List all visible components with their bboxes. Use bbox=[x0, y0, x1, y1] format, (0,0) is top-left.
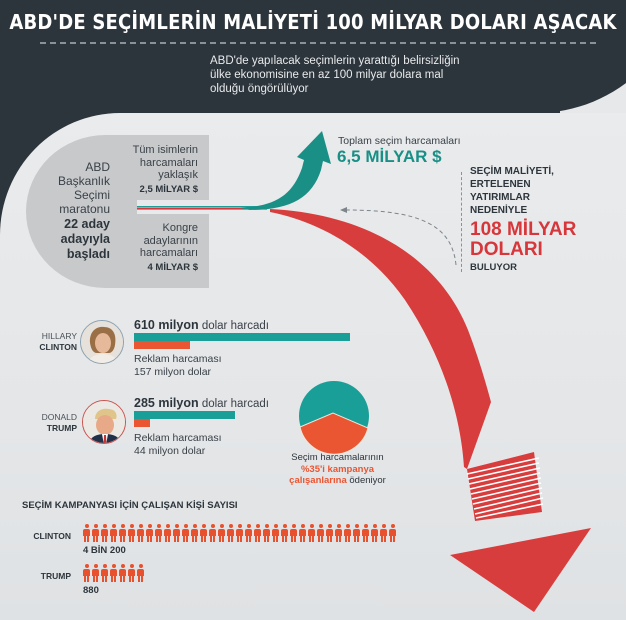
person-icon bbox=[109, 524, 118, 542]
person-icon bbox=[145, 524, 154, 542]
staff-count-trump: 880 bbox=[83, 585, 99, 596]
marathon-intro-line: ABD bbox=[85, 160, 110, 174]
marathon-candidates-line: adayıyla bbox=[60, 232, 110, 246]
marathon-intro-line: Seçimi bbox=[73, 188, 110, 202]
person-icon bbox=[199, 524, 208, 542]
subtitle-line: olduğu öngörülüyor bbox=[210, 83, 309, 95]
person-icon bbox=[118, 564, 127, 582]
person-icon bbox=[334, 524, 343, 542]
first-name: HILLARY bbox=[41, 331, 77, 341]
person-icon bbox=[289, 524, 298, 542]
trump-ad-bar bbox=[134, 419, 150, 427]
person-icon bbox=[127, 564, 136, 582]
portrait-icon bbox=[81, 321, 124, 364]
last-name: TRUMP bbox=[46, 423, 77, 433]
staff-icons-trump bbox=[82, 564, 145, 582]
caption-line: ERTELENEN bbox=[470, 179, 531, 190]
ad-value: 157 milyon dolar bbox=[134, 366, 212, 378]
person-icon bbox=[217, 524, 226, 542]
first-name: DONALD bbox=[41, 412, 77, 422]
economic-cost-block bbox=[470, 165, 620, 273]
subtitle-line: ülke ekonomisine en az 100 milyar dolara mal bbox=[210, 69, 444, 81]
marathon-intro-line: Başkanlık bbox=[57, 174, 110, 188]
marathon-intro-line: maratonu bbox=[59, 202, 110, 216]
subtitle-line: ABD'de yapılacak seçimlerin yarattığı belirsizliğin bbox=[210, 55, 460, 67]
last-name: CLINTON bbox=[39, 342, 77, 352]
person-icon bbox=[82, 524, 91, 542]
total-spending-label: Toplam seçim harcamaları bbox=[338, 135, 461, 147]
pie-caption bbox=[280, 452, 395, 487]
portrait-icon bbox=[83, 401, 126, 444]
person-icon bbox=[172, 524, 181, 542]
person-icon bbox=[379, 524, 388, 542]
staff-icons-clinton bbox=[82, 524, 397, 542]
person-icon bbox=[208, 524, 217, 542]
person-icon bbox=[253, 524, 262, 542]
economic-cost-caption bbox=[470, 165, 620, 217]
person-icon bbox=[181, 524, 190, 542]
person-icon bbox=[271, 524, 280, 542]
candidate-name-clinton bbox=[5, 331, 77, 353]
person-icon bbox=[307, 524, 316, 542]
candidate-name-trump bbox=[5, 412, 77, 434]
person-icon bbox=[325, 524, 334, 542]
value-line: DOLARI bbox=[470, 239, 543, 260]
total-spending-value: 6,5 MİLYAR $ bbox=[337, 147, 442, 166]
person-icon bbox=[100, 564, 109, 582]
person-icon bbox=[226, 524, 235, 542]
label-line: yaklaşık bbox=[158, 169, 198, 181]
person-icon bbox=[352, 524, 361, 542]
spending-pie-chart bbox=[299, 381, 369, 454]
spent-suffix: dolar harcadı bbox=[198, 398, 269, 410]
clinton-spending-label bbox=[134, 318, 269, 332]
pie-caption-highlight: çalışanlarına bbox=[289, 475, 347, 486]
economic-cost-footer: BULUYOR bbox=[470, 262, 517, 273]
clinton-total-bar bbox=[134, 333, 350, 341]
clinton-ad-bar bbox=[134, 341, 190, 349]
caption-line: SEÇİM MALİYETİ, bbox=[470, 166, 554, 177]
trump-spending-label bbox=[134, 396, 269, 410]
ad-value: 44 milyon dolar bbox=[134, 445, 206, 457]
person-icon bbox=[298, 524, 307, 542]
person-icon bbox=[262, 524, 271, 542]
person-icon bbox=[244, 524, 253, 542]
all-candidates-spending-value: 2,5 MİLYAR $ bbox=[139, 184, 198, 195]
avatar-clinton bbox=[80, 320, 124, 364]
person-icon bbox=[388, 524, 397, 542]
economic-cost-value bbox=[470, 220, 620, 260]
congress-spending-value: 4 MİLYAR $ bbox=[147, 262, 198, 273]
person-icon bbox=[136, 524, 145, 542]
trump-total-bar bbox=[134, 411, 235, 419]
person-icon bbox=[361, 524, 370, 542]
person-icon bbox=[370, 524, 379, 542]
value-line: 108 MİLYAR bbox=[470, 219, 577, 240]
ad-label: Reklam harcaması bbox=[134, 353, 222, 365]
staff-count-clinton: 4 BİN 200 bbox=[83, 545, 126, 556]
teal-up-arrow-icon bbox=[240, 131, 331, 210]
label-line: harcamaları bbox=[139, 247, 198, 259]
avatar-trump bbox=[82, 400, 126, 444]
spent-suffix: dolar harcadı bbox=[198, 320, 269, 332]
page-title: ABD'DE SEÇİMLERİN MALİYETİ 100 MİLYAR DOLARI AŞACAK bbox=[9, 10, 617, 34]
label-line: harcamaları bbox=[139, 156, 198, 169]
marathon-candidates-line: 22 aday bbox=[64, 217, 110, 231]
person-icon bbox=[91, 564, 100, 582]
person-icon bbox=[190, 524, 199, 542]
spent-amount: 285 milyon bbox=[134, 396, 199, 410]
person-icon bbox=[136, 564, 145, 582]
person-icon bbox=[316, 524, 325, 542]
marathon-candidates-line: başladı bbox=[66, 247, 110, 261]
person-icon bbox=[163, 524, 172, 542]
label-line: adaylarının bbox=[143, 234, 198, 247]
cost-divider bbox=[461, 172, 462, 272]
person-icon bbox=[280, 524, 289, 542]
staff-name-clinton: CLINTON bbox=[33, 531, 71, 541]
person-icon bbox=[235, 524, 244, 542]
person-icon bbox=[118, 524, 127, 542]
person-icon bbox=[109, 564, 118, 582]
person-icon bbox=[343, 524, 352, 542]
staff-section-title: SEÇİM KAMPANYASI İÇİN ÇALIŞAN KİŞİ SAYISI bbox=[22, 500, 238, 511]
person-icon bbox=[82, 564, 91, 582]
pie-caption-line: Seçim harcamalarının bbox=[291, 452, 384, 463]
person-icon bbox=[91, 524, 100, 542]
caption-line: YATIRIMLAR bbox=[470, 192, 530, 203]
person-icon bbox=[127, 524, 136, 542]
pie-caption-highlight: %35'i kampanya bbox=[300, 463, 375, 475]
label-line: Tüm isimlerin bbox=[132, 144, 198, 156]
ad-label: Reklam harcaması bbox=[134, 432, 222, 444]
label-line: Kongre bbox=[162, 222, 198, 234]
staff-name-trump: TRUMP bbox=[40, 571, 71, 581]
caption-line: NEDENİYLE bbox=[470, 205, 528, 216]
person-icon bbox=[100, 524, 109, 542]
spent-amount: 610 milyon bbox=[134, 318, 199, 332]
pie-caption-suffix: ödeniyor bbox=[346, 475, 386, 486]
person-icon bbox=[154, 524, 163, 542]
clinton-ad-note bbox=[134, 353, 222, 379]
trump-ad-note bbox=[134, 432, 222, 458]
